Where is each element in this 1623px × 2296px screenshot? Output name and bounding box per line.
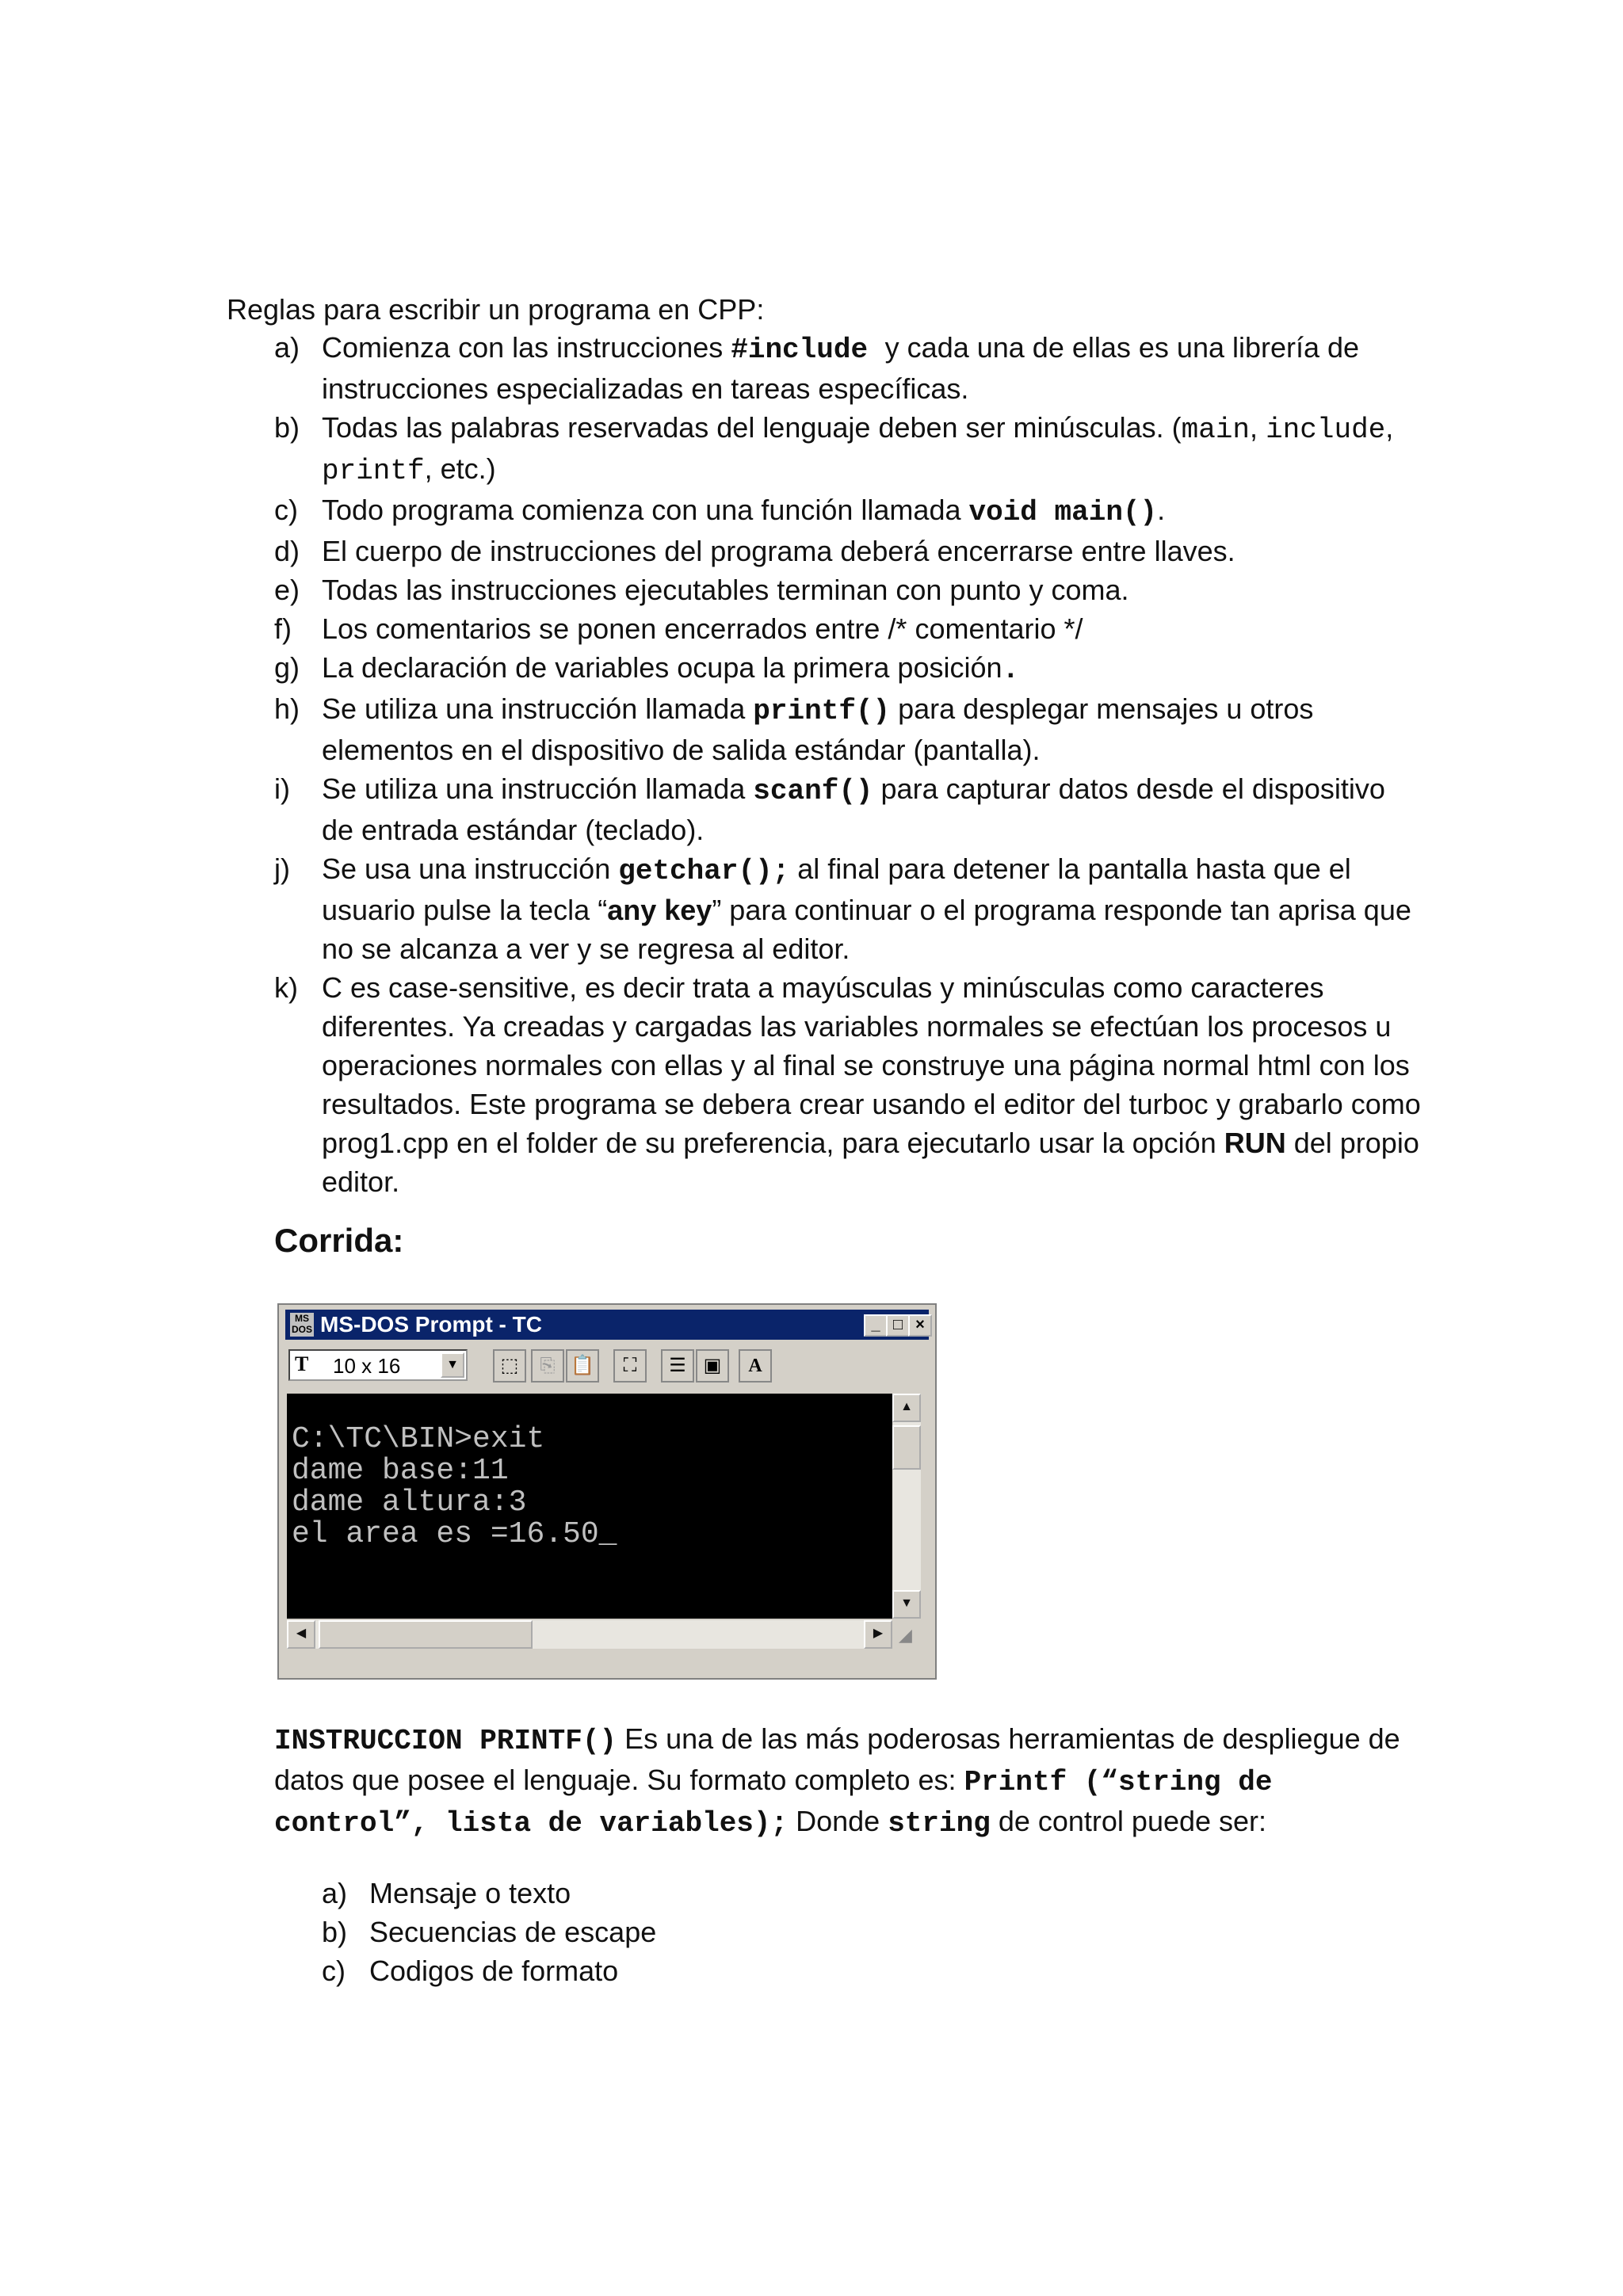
text-fragment: Todo programa comienza con una función llamada	[322, 494, 969, 526]
scroll-down-icon[interactable]: ▼	[892, 1590, 921, 1619]
format-label: b)	[322, 1916, 348, 1948]
maximize-button[interactable]: □	[886, 1314, 910, 1337]
scroll-up-icon[interactable]: ▲	[892, 1394, 921, 1422]
properties-icon[interactable]: ☰	[661, 1349, 694, 1383]
rule-label: c)	[274, 494, 298, 526]
text-fragment: de control puede ser:	[990, 1805, 1267, 1837]
format-item	[322, 1874, 656, 1913]
rule-item	[274, 689, 1423, 769]
code-fragment: Printf (“string de control”, lista de variables);	[274, 1766, 1273, 1840]
text-fragment: Todas las instrucciones ejecutables terminan con punto y coma.	[322, 574, 1129, 606]
rule-label: f)	[274, 612, 292, 645]
text-fragment: Se utiliza una instrucción llamada	[322, 692, 754, 725]
rule-item	[274, 849, 1423, 968]
text-fragment: El cuerpo de instrucciones del programa deberá encerrarse entre llaves.	[322, 535, 1235, 567]
code-fragment: .	[1002, 654, 1020, 686]
rule-label: a)	[274, 331, 300, 364]
rule-item	[274, 648, 1423, 689]
code-fragment: RUN	[1224, 1127, 1286, 1159]
corrida-heading: Corrida:	[274, 1222, 404, 1259]
text-fragment: C es case-sensitive, es decir trata a mayúsculas y minúsculas como caracteres diferentes. Ya creadas y cargadas las variables normales se efectúan los procesos u operaciones normales con ellas y al final se construye una página normal html con los resultados. Este programa se debera crear usando el editor del turboc y grabarlo como prog1.cpp en el folder de su preferencia, para ejecutarlo usar la opción	[322, 971, 1421, 1159]
text-fragment: para desplegar mensajes u otros elementos en el dispositivo de salida estándar (pantalla).	[322, 692, 1314, 766]
text-fragment: Comienza con las instrucciones	[322, 331, 731, 364]
console-line: dame base:11	[292, 1454, 509, 1488]
rule-item	[274, 570, 1423, 609]
text-fragment: Donde	[788, 1805, 888, 1837]
rule-label: h)	[274, 692, 300, 725]
font-size-value: 10 x 16	[333, 1354, 401, 1378]
rule-label: g)	[274, 651, 300, 684]
window-toolbar	[285, 1344, 929, 1387]
rule-item	[274, 490, 1423, 532]
text-fragment: y cada una de ellas es una librería de instrucciones especializadas en tareas específicas.	[322, 331, 1360, 405]
resize-grip-icon[interactable]: ◢	[899, 1625, 912, 1645]
rules-list	[274, 328, 1423, 1201]
minimize-button[interactable]: _	[864, 1314, 888, 1337]
chevron-down-icon[interactable]: ▼	[441, 1352, 464, 1378]
text-fragment: del propio editor.	[322, 1127, 1419, 1198]
text-fragment: Los comentarios se ponen encerrados entre /* comentario */	[322, 612, 1083, 645]
code-fragment: printf	[322, 455, 425, 487]
font-size-select[interactable]	[288, 1349, 468, 1381]
format-label: c)	[322, 1955, 346, 1987]
vertical-scrollbar[interactable]	[892, 1394, 921, 1619]
console-line: C:\TC\BIN>exit	[292, 1422, 545, 1456]
close-button[interactable]: ×	[908, 1314, 932, 1337]
text-fragment: ” para continuar o el programa responde tan aprisa que no se alcanza a ver y se regresa al editor.	[322, 894, 1411, 965]
text-fragment: La declaración de variables ocupa la primera posición	[322, 651, 1002, 684]
msdos-icon: MS DOS	[291, 1313, 312, 1335]
code-fragment: #include	[731, 334, 885, 366]
rule-label: e)	[274, 574, 300, 606]
rule-item	[274, 968, 1423, 1201]
intro-line: Reglas para escribir un programa en CPP:	[227, 293, 765, 326]
text-fragment: ,	[1250, 411, 1266, 444]
code-fragment: scanf()	[753, 775, 873, 807]
mark-icon[interactable]: ⬚	[493, 1349, 526, 1383]
format-item	[322, 1951, 656, 1990]
code-fragment: string	[888, 1807, 991, 1840]
text-fragment: Se utiliza una instrucción llamada	[322, 772, 754, 805]
vertical-scroll-thumb[interactable]	[892, 1425, 921, 1470]
code-fragment: printf()	[753, 695, 891, 727]
paste-icon[interactable]: 📋	[566, 1349, 599, 1383]
code-fragment: any key	[607, 894, 712, 926]
truetype-icon: T	[295, 1352, 309, 1375]
rule-label: b)	[274, 411, 300, 444]
horizontal-scroll-thumb[interactable]	[319, 1620, 533, 1649]
background-icon[interactable]: ▣	[696, 1349, 729, 1383]
text-fragment: para capturar datos desde el dispositivo de entrada estándar (teclado).	[322, 772, 1385, 846]
rule-label: d)	[274, 535, 300, 567]
msdos-window	[277, 1303, 937, 1680]
rule-label: k)	[274, 971, 298, 1004]
code-fragment: main	[1181, 414, 1251, 446]
code-fragment: include	[1266, 414, 1386, 446]
window-titlebar[interactable]	[285, 1310, 929, 1340]
horizontal-scrollbar[interactable]	[287, 1620, 892, 1649]
code-fragment: getchar();	[618, 855, 790, 887]
text-fragment: ,	[1385, 411, 1394, 444]
text-fragment: Es una de las más poderosas herramientas de despliegue de datos que posee el lenguaje. Su formato completo es:	[274, 1722, 1400, 1796]
rule-item	[274, 609, 1423, 648]
printf-paragraph	[274, 1719, 1407, 1843]
console-line: dame altura:3	[292, 1486, 527, 1520]
format-text: Mensaje o texto	[369, 1877, 571, 1909]
fullscreen-icon[interactable]: ⛶	[613, 1349, 647, 1383]
rule-label: i)	[274, 772, 290, 805]
rule-item	[274, 532, 1423, 570]
copy-icon[interactable]: ⎘	[531, 1349, 564, 1383]
format-text: Secuencias de escape	[369, 1916, 657, 1948]
text-fragment: Todas las palabras reservadas del lenguaje deben ser minúsculas. (	[322, 411, 1182, 444]
code-fragment: void main()	[968, 496, 1158, 528]
text-fragment: Se usa una instrucción	[322, 852, 619, 885]
rule-item	[274, 769, 1423, 849]
format-label: a)	[322, 1877, 348, 1909]
text-fragment: .	[1157, 494, 1166, 526]
code-fragment: INSTRUCCION PRINTF()	[274, 1725, 617, 1757]
rule-label: j)	[274, 852, 290, 885]
text-fragment: , etc.)	[424, 452, 496, 485]
format-item	[322, 1913, 656, 1951]
rule-item	[274, 408, 1423, 490]
console-output	[292, 1424, 617, 1550]
rule-item	[274, 328, 1423, 408]
console-line: el area es =16.50_	[292, 1517, 617, 1551]
window-title: MS-DOS Prompt - TC	[320, 1312, 542, 1337]
scroll-left-icon[interactable]: ◀	[287, 1620, 315, 1649]
format-text: Codigos de formato	[369, 1955, 619, 1987]
format-list	[322, 1874, 656, 1990]
font-icon[interactable]: A	[739, 1349, 772, 1383]
console-screen[interactable]	[287, 1394, 892, 1619]
text-fragment: al final para detener la pantalla hasta que el usuario pulse la tecla “	[322, 852, 1351, 926]
scroll-right-icon[interactable]: ▶	[864, 1620, 892, 1649]
